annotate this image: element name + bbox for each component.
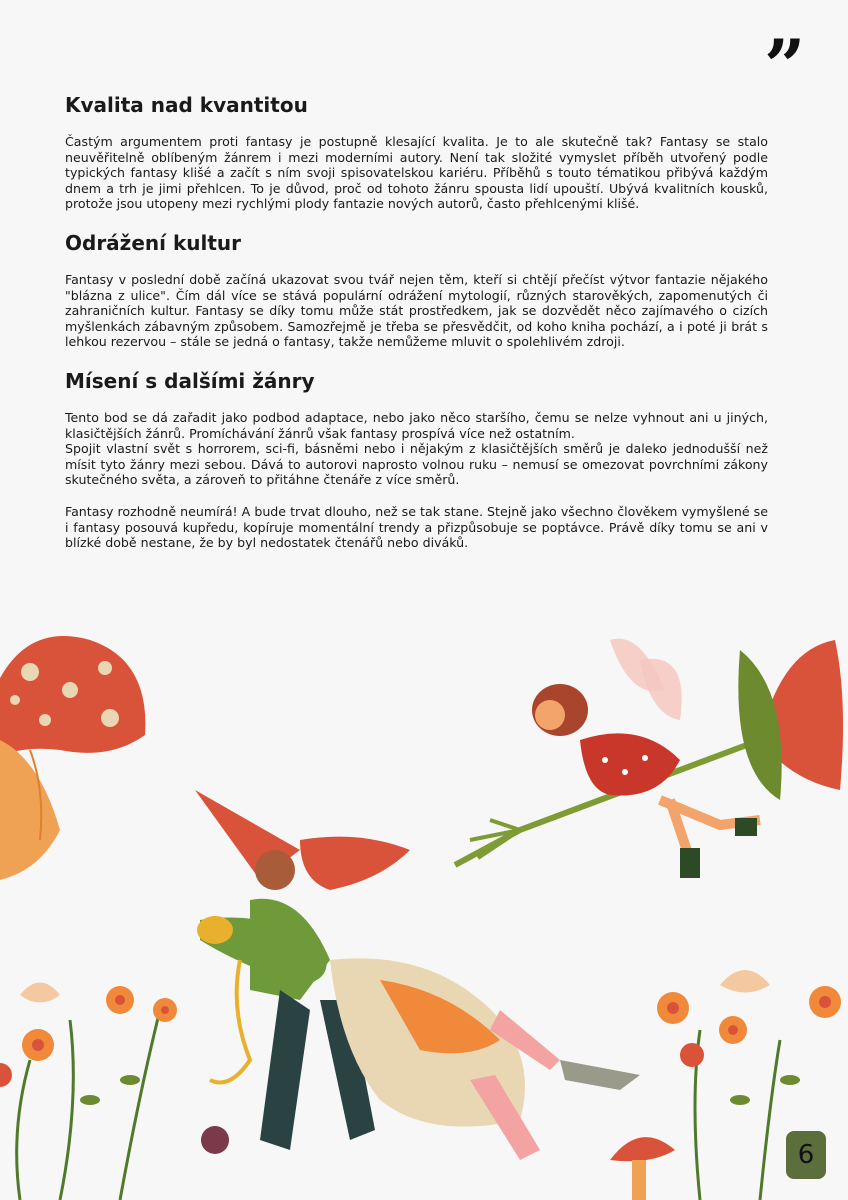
section-paragraph: Častým argumentem proti fantasy je postupně klesající kvalita. Je to ale skutečně tak? Fantasy se stalo neuvěřitelně oblíbeným žánrem i mezi moderními autory. Není tak složité vymyslet příběh utvořený podle typických fantasy klišé a začít s ním svoji spisovatelskou kariéru. Příběhů s touto tématikou přibývá každým dnem a trh je jimi přehlcen. To je důvod, proč od tohoto žánru spousta lidí upouští. Ubývá kvalitních kousků, protože jsou utopeny mezi rychlými plody fantazie nových autorů, často přehlcenými klišé.	[65, 134, 768, 212]
section-paragraph: Tento bod se dá zařadit jako podbod adaptace, nebo jako něco staršího, čemu se nelze vyhnout ani u jiných, klasičtějších žánrů. Promíchávání žánrů však fantasy prospívá více než ostatním.	[65, 409, 768, 441]
section-heading: Kvalita nad kvantitou	[65, 93, 308, 117]
fantasy-illustration	[0, 600, 848, 1200]
section-heading: Mísení s dalšími žánry	[65, 368, 315, 393]
section-heading: Odrážení kultur	[65, 230, 241, 255]
quote-mark-icon: ”	[764, 23, 806, 108]
mushroom-illustration	[0, 636, 145, 880]
page-number: 6	[797, 1140, 815, 1170]
section-quality	[65, 92, 768, 212]
flowers-left-illustration	[0, 983, 229, 1200]
section-paragraph: Spojit vlastní svět s horrorem, sci-fi, básněmi nebo i nějakým z klasičtějších směrů je daleko jednodušší než mísit tyto žánry mezi sebou. Dává to autorovi naprosto volnou ruku – nemusí se omezovat povrchními zákony skutečného světa, a zároveň to přitáhne čtenáře z více směrů.	[65, 441, 768, 488]
fairy-illustration	[455, 639, 843, 878]
page-number-badge	[786, 1131, 826, 1179]
section-genres	[65, 368, 768, 551]
section-paragraph: Fantasy rozhodně neumírá! A bude trvat dlouho, než se tak stane. Stejně jako všechno člověkem vymyšlené se i fantasy posouvá kupředu, kopíruje momentální trendy a přizpůsobuje se poptávce. Právě díky tomu se ani v blízké době nestane, že by byl nedostatek čtenářů nebo diváků.	[65, 503, 768, 551]
characters-illustration	[195, 790, 640, 1160]
section-cultures	[65, 230, 768, 350]
article-body	[65, 90, 768, 551]
section-paragraph: Fantasy v poslední době začíná ukazovat svou tvář nejen těm, kteří si chtějí přečíst výtvor fantazie nějakého "blázna z ulice". Čím dál více se stává populární odrážení mytologií, různých starověkých, zapomenutých či zahraničních kultur. Fantasy se díky tomu může stát prostředkem, jak se dozvědět něco zajímavého o cizích myšlenkách zábavným způsobem. Samozřejmě je třeba se přesvědčit, od koho kniha pochází, a i poté ji brát s lehkou rezervou – stále se jedná o fantasy, takže nemůžeme mluvit o spolehlivém zdroji.	[65, 271, 768, 350]
